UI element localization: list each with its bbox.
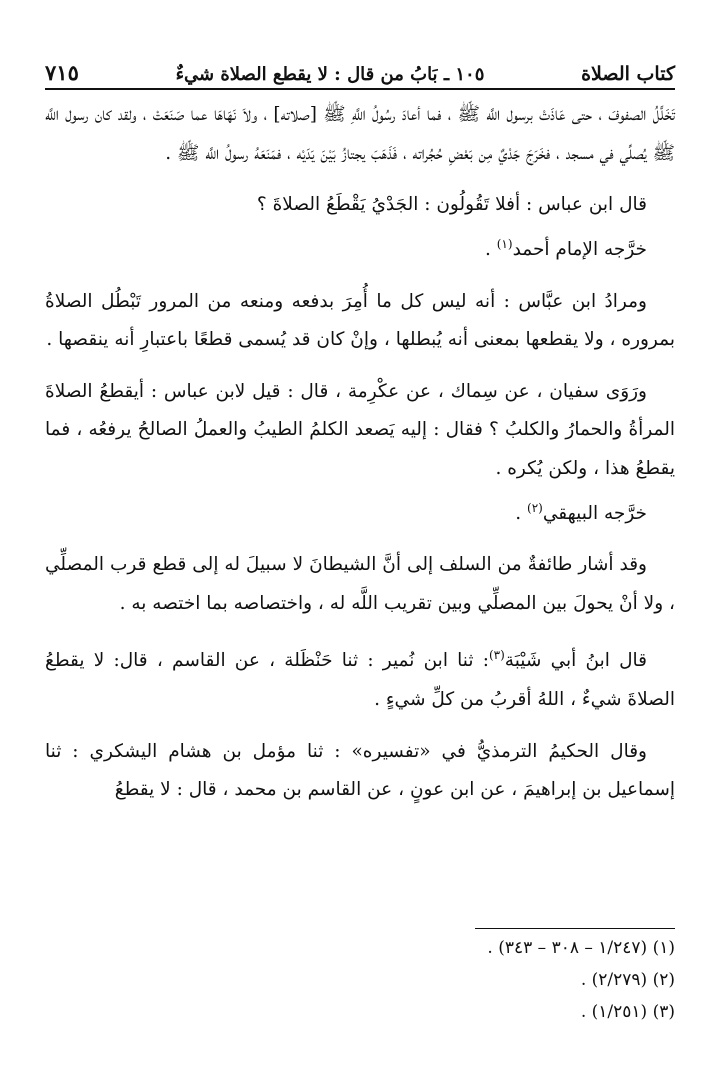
book-title: كتاب الصلاة [581,63,675,85]
paragraph-8 [45,636,675,719]
page-header [45,55,675,85]
paragraph-6-end: . [515,502,522,524]
paragraph-8-text-a: قال ابنُ أبي شَيْبَة [504,650,647,672]
page-body [45,96,675,810]
paragraph-1: تَخَلَّلُ الصفوفَ ، حتى عَاذَتْ برسول اللَّه ﷺ ، فما أعادَ رسُولُ اللَّهِ ﷺ [صلاته] ، ولاَ نَهَاهَا عما صَنَعَتْ ، ولقد كان رسول اللَّه ﷺ يُصلِّي في مسجد ، فخَرَجَ جَدْيٌ مِن بَعْضِ حُجُراته ، فَذَهَبَ يجتازُ بَيْنَ يَدَيْه ، فمَنَعَهُ رسولُ اللَّه ﷺ . [45,104,675,164]
page-number: ٧١٥ [45,60,79,85]
paragraph-3-end: . [484,238,491,260]
paragraph-2: قال ابن عباس : أفلا تَقُولُون : الجَدْيُ يَقْطَعُ الصلاةَ ؟ [256,194,647,216]
paragraph-7: وقد أشار طائفةٌ من السلف إلى أنَّ الشيطانَ لا سبيلَ له إلى قطع قرب المصلِّي ، ولا أنْ يحولَ بين المصلِّي وبين تقريب اللَّه له ، واختصاصه بما اختصه به . [45,554,675,614]
paragraph-3-text: خرَّجه الإمام أحمد [512,238,647,260]
footnote-1: (١) (١/٢٤٧ – ٣٠٨ – ٣٤٣) . [487,938,675,958]
paragraph-8-text-b: : ثنا ابن نُمير : ثنا حَنْظَلة ، عن القاسم ، قال: لا يقطعُ الصلاةَ شيءٌ ، اللهُ أقربُ من كلِّ شيءٍ . [45,650,675,711]
paragraph-9: وقال الحكيمُ الترمذيُّ في «تفسيره» : ثنا مؤمل بن هشام اليشكري : ثنا إسماعيل بن إبراهيمَ ، عن ابن عونٍ ، عن القاسم بن محمد ، قال : لا يقطعُ [45,740,675,801]
paragraph-3 [45,225,675,270]
footnote-2: (٢) (٢/٢٧٩) . [580,970,675,990]
footnote-rule [475,928,675,929]
paragraph-6-text: خرَّجه البيهقي [542,502,647,524]
footnote-ref-1: (١) [496,236,513,251]
chapter-title: ١٠٥ ـ بَابُ من قال : لا يقطع الصلاة شيءٌ [175,64,485,85]
paragraph-4: ومرادُ ابن عبَّاس : أنه ليس كل ما أُمِرَ بدفعه ومنعه من المرور تَبْطُل الصلاةُ بمروره ، ولا يقطعها بمعنى أنه يُبطلها ، وإنْ كان قد يُسمى قطعًا باعتبارِ أنه ينقصها . [45,290,675,351]
header-rule [45,88,675,90]
footnote-3: (٣) (١/٢٥١) . [580,1002,675,1022]
paragraph-5: ورَوَى سفيان ، عن سِماك ، عن عكْرِمة ، قال : قيل لابن عباس : أيقطعُ الصلاةَ المرأةُ والحمارُ والكلبُ ؟ فقال : إليه يَصعد الكلمُ الطيبُ والعملُ الصالحُ يرفعُه ، فما يقطعُ هذا ، ولكن يُكره . [45,380,675,479]
footnote-ref-3: (٣) [488,648,505,663]
paragraph-6 [45,489,675,534]
footnotes [45,932,675,1028]
footnote-ref-2: (٢) [527,500,543,515]
